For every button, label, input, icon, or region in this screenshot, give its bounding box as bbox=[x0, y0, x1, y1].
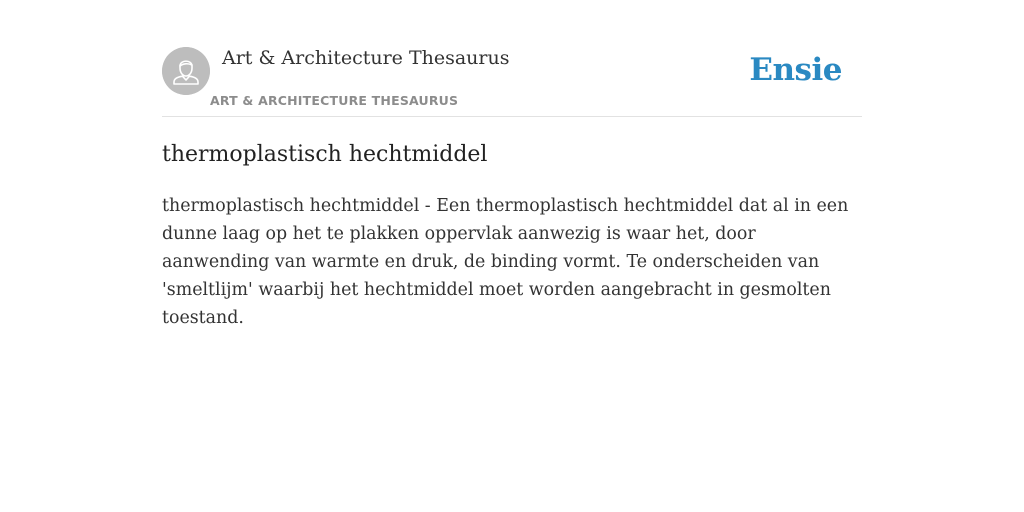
page-title: thermoplastisch hechtmiddel bbox=[162, 142, 488, 167]
user-silhouette-icon bbox=[162, 47, 210, 95]
avatar[interactable] bbox=[162, 47, 210, 95]
author-name[interactable]: Art & Architecture Thesaurus bbox=[222, 47, 510, 69]
definition-text: thermoplastisch hechtmiddel - Een thermoplastisch hechtmiddel dat al in een dunne laag op het te plakken oppervlak aanwezig is waar het, door aanwending van warmte en druk, de binding vormt. Te onderscheiden van 'smeltlijm' waarbij het hechtmiddel moet worden aangebracht in gesmolten toestand. bbox=[162, 196, 849, 328]
author-header bbox=[162, 0, 862, 117]
page-content bbox=[162, 0, 862, 512]
source-label: ART & ARCHITECTURE THESAURUS bbox=[210, 93, 459, 108]
ensie-logo[interactable]: Ensie bbox=[749, 52, 842, 88]
